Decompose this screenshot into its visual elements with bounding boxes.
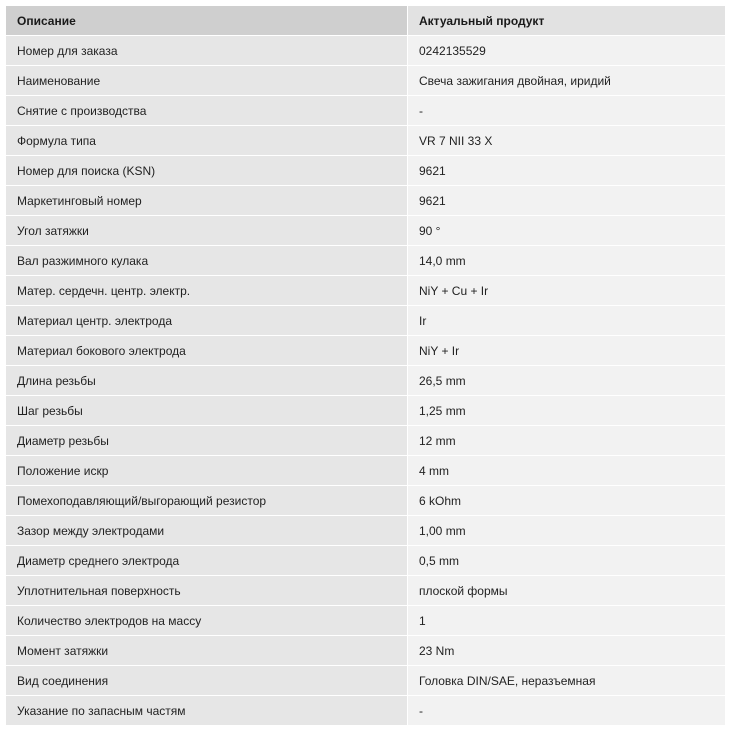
table-row — [6, 36, 725, 66]
table-row — [6, 666, 725, 696]
table-row — [6, 306, 725, 336]
table-row — [6, 606, 725, 636]
row-label: Угол затяжки — [6, 216, 408, 245]
table-row — [6, 246, 725, 276]
table-row — [6, 156, 725, 186]
row-label: Уплотнительная поверхность — [6, 576, 408, 605]
table-row — [6, 66, 725, 96]
row-value: плоской формы — [408, 576, 725, 605]
table-row — [6, 186, 725, 216]
row-label: Номер для поиска (KSN) — [6, 156, 408, 185]
table-row — [6, 426, 725, 456]
header-current-product: Актуальный продукт — [408, 6, 725, 35]
row-label: Формула типа — [6, 126, 408, 155]
row-label: Момент затяжки — [6, 636, 408, 665]
row-label: Маркетинговый номер — [6, 186, 408, 215]
table-row — [6, 126, 725, 156]
table-row — [6, 546, 725, 576]
table-row — [6, 396, 725, 426]
table-body — [6, 36, 725, 726]
row-value: Свеча зажигания двойная, иридий — [408, 66, 725, 95]
row-value: 14,0 mm — [408, 246, 725, 275]
row-value: - — [408, 96, 725, 125]
row-label: Длина резьбы — [6, 366, 408, 395]
row-value: 9621 — [408, 156, 725, 185]
table-row — [6, 636, 725, 666]
row-label: Номер для заказа — [6, 36, 408, 65]
row-label: Положение искр — [6, 456, 408, 485]
table-row — [6, 366, 725, 396]
table-row — [6, 456, 725, 486]
row-value: VR 7 NII 33 X — [408, 126, 725, 155]
row-label: Матер. сердечн. центр. электр. — [6, 276, 408, 305]
row-label: Диаметр резьбы — [6, 426, 408, 455]
row-value: 12 mm — [408, 426, 725, 455]
row-value: Головка DIN/SAE, неразъемная — [408, 666, 725, 695]
row-value: 26,5 mm — [408, 366, 725, 395]
row-label: Наименование — [6, 66, 408, 95]
table-row — [6, 696, 725, 726]
row-label: Вал разжимного кулака — [6, 246, 408, 275]
row-value: 9621 — [408, 186, 725, 215]
row-label: Шаг резьбы — [6, 396, 408, 425]
row-label: Материал бокового электрода — [6, 336, 408, 365]
row-label: Вид соединения — [6, 666, 408, 695]
row-value: - — [408, 696, 725, 725]
table-header-row — [6, 6, 725, 36]
table-row — [6, 216, 725, 246]
row-value: 1 — [408, 606, 725, 635]
table-row — [6, 486, 725, 516]
row-value: Ir — [408, 306, 725, 335]
table-row — [6, 96, 725, 126]
table-row — [6, 516, 725, 546]
spec-table — [6, 6, 725, 726]
row-value: 0,5 mm — [408, 546, 725, 575]
table-row — [6, 276, 725, 306]
row-label: Диаметр среднего электрода — [6, 546, 408, 575]
row-label: Помехоподавляющий/выгорающий резистор — [6, 486, 408, 515]
row-value: 6 kOhm — [408, 486, 725, 515]
row-label: Материал центр. электрода — [6, 306, 408, 335]
row-value: NiY + Ir — [408, 336, 725, 365]
row-label: Количество электродов на массу — [6, 606, 408, 635]
row-value: 23 Nm — [408, 636, 725, 665]
row-value: 4 mm — [408, 456, 725, 485]
row-value: 1,25 mm — [408, 396, 725, 425]
row-value: 90 ° — [408, 216, 725, 245]
row-value: 0242135529 — [408, 36, 725, 65]
table-row — [6, 336, 725, 366]
row-label: Снятие с производства — [6, 96, 408, 125]
row-label: Указание по запасным частям — [6, 696, 408, 725]
row-value: 1,00 mm — [408, 516, 725, 545]
row-value: NiY + Cu + Ir — [408, 276, 725, 305]
table-row — [6, 576, 725, 606]
row-label: Зазор между электродами — [6, 516, 408, 545]
header-description: Описание — [6, 6, 408, 35]
